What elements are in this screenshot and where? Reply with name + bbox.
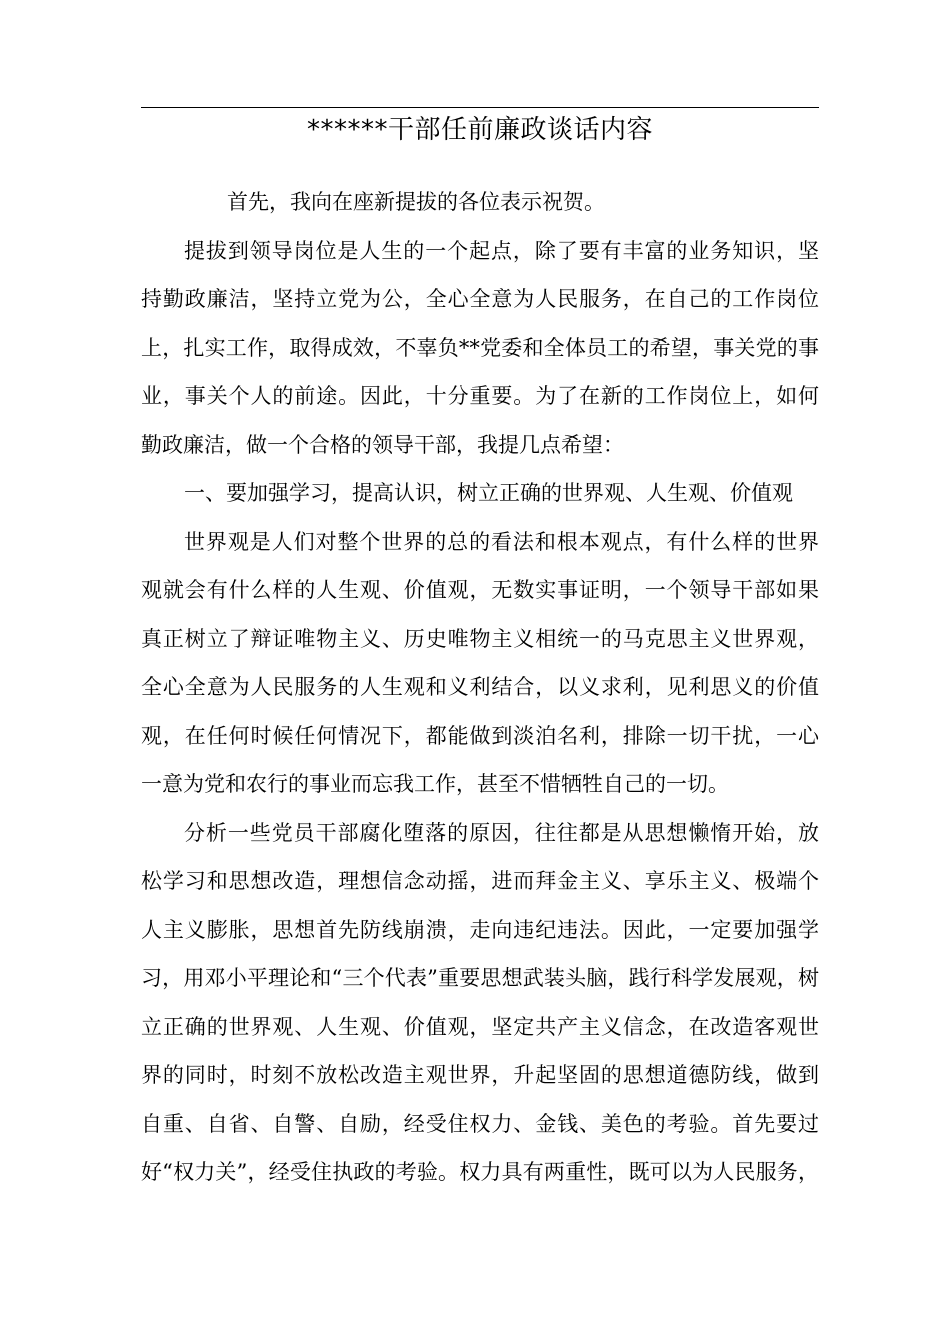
paragraph-line: 持勤政廉洁，坚持立党为公，全心全意为人民服务，在自己的工作岗位 [141,287,819,311]
paragraph-line: 观，在任何时候任何情况下，都能做到淡泊名利，排除一切干扰，一心 [141,723,819,748]
paragraph-line: 人主义膨胀，思想首先防线崩溃，走向违纪违法。因此，一定要加强学 [141,917,819,942]
paragraph-line: 全心全意为人民服务的人生观和义利结合，以义求利，见利思义的价值 [141,675,819,699]
paragraph-line: 业，事关个人的前途。因此，十分重要。为了在新的工作岗位上，如何 [141,384,819,408]
paragraph-line: 分析一些党员干部腐化堕落的原因，往往都是从思想懒惰开始，放 [184,820,819,845]
paragraph-line: 首先，我向在座新提拔的各位表示祝贺。 [227,190,605,214]
paragraph-line: 立正确的世界观、人生观、价值观，坚定共产主义信念，在改造客观世 [141,1014,819,1039]
paragraph-line: 自重、自省、自警、自励，经受住权力、金钱、美色的考验。首先要过 [141,1111,819,1136]
paragraph-line: 观就会有什么样的人生观、价值观，无数实事证明，一个领导干部如果 [141,578,819,602]
paragraph-line: 勤政廉洁，做一个合格的领导干部，我提几点希望： [141,432,624,457]
paragraph-line: 松学习和思想改造，理想信念动摇，进而拜金主义、享乐主义、极端个 [141,869,819,893]
paragraph-line: 真正树立了辩证唯物主义、历史唯物主义相统一的马克思主义世界观， [141,626,819,651]
paragraph-line: 好“权力关”，经受住执政的考验。权力具有两重性，既可以为人民服务， [141,1160,819,1184]
paragraph-line: 界的同时，时刻不放松改造主观世界，升起坚固的思想道德防线，做到 [141,1063,819,1087]
paragraph-line: 一意为党和农行的事业而忘我工作，甚至不惜牺牲自己的一切。 [141,772,729,796]
document-title: ******干部任前廉政谈话内容 [306,115,653,145]
header-rule [141,107,819,108]
paragraph-line: 世界观是人们对整个世界的总的看法和根本观点，有什么样的世界 [184,529,819,554]
section-heading: 一、要加强学习，提高认识，树立正确的世界观、人生观、价值观 [184,481,793,505]
paragraph-line: 提拔到领导岗位是人生的一个起点，除了要有丰富的业务知识，坚 [184,238,819,263]
document-body [141,178,819,1197]
paragraph-line: 习，用邓小平理论和“三个代表”重要思想武装头脑，践行科学发展观，树 [141,966,819,990]
paragraph-line: 上，扎实工作，取得成效，不辜负**党委和全体员工的希望，事关党的事 [141,335,819,360]
